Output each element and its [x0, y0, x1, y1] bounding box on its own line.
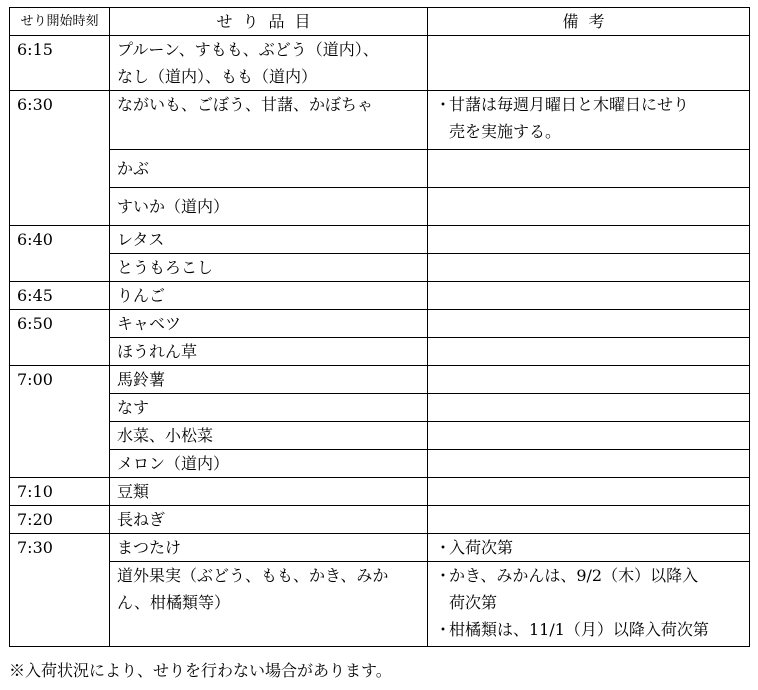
item-line: 道外果実（ぶどう、もも、かき、みか	[117, 566, 389, 585]
table-row	[10, 254, 750, 282]
bullet-mark: ・	[435, 566, 452, 585]
items-cell: レタス	[110, 226, 428, 254]
note-cell	[428, 562, 750, 647]
items-cell: とうもろこし	[110, 254, 428, 282]
note-cell	[428, 188, 750, 226]
header-auction-items: せり品目	[110, 8, 428, 36]
table-row	[10, 450, 750, 478]
items-cell: すいか（道内）	[110, 188, 428, 226]
note-cell	[428, 36, 750, 91]
note-line: 入荷次第	[449, 538, 514, 557]
note-cell	[428, 422, 750, 450]
table-row	[10, 478, 750, 506]
note-cell	[428, 254, 750, 282]
item-line: プルーン、すもも、ぶどう（道内）、	[117, 40, 379, 59]
items-cell: 豆類	[110, 478, 428, 506]
note-cell	[428, 282, 750, 310]
item-line: なし（道内）、もも（道内）	[117, 67, 318, 86]
bullet-mark: ・	[435, 538, 452, 557]
start-time-cell: 6:40	[10, 226, 110, 282]
footer-note: ※入荷状況により、せりを行わない場合があります。	[9, 661, 392, 680]
note-cell	[428, 150, 750, 188]
table-row	[10, 91, 750, 150]
bullet-mark: ・	[435, 95, 452, 114]
start-time-cell: 7:00	[10, 366, 110, 478]
note-cell	[428, 338, 750, 366]
items-cell	[110, 36, 428, 91]
table-row	[10, 282, 750, 310]
items-cell: なす	[110, 394, 428, 422]
items-cell: まつたけ	[110, 534, 428, 562]
auction-schedule-table	[9, 7, 750, 647]
note-line: 荷次第	[449, 593, 498, 612]
note-cell	[428, 366, 750, 394]
table-row	[10, 394, 750, 422]
header-start-time: せり開始時刻	[10, 8, 110, 36]
note-line: 売を実施する。	[449, 122, 562, 141]
header-notes: 備考	[428, 8, 750, 36]
table-row	[10, 422, 750, 450]
table-row	[10, 188, 750, 226]
start-time-cell: 7:30	[10, 534, 110, 647]
items-cell: 馬鈴薯	[110, 366, 428, 394]
note-cell	[428, 450, 750, 478]
table-row	[10, 338, 750, 366]
item-line: ん、柑橘類等）	[117, 593, 230, 612]
items-cell: ほうれん草	[110, 338, 428, 366]
note-cell	[428, 226, 750, 254]
table-row	[10, 150, 750, 188]
table-row	[10, 506, 750, 534]
note-line: かき、みかんは、9/2（木）以降入	[449, 566, 699, 585]
note-line: 柑橘類は、11/1（月）以降入荷次第	[449, 620, 709, 639]
start-time-cell: 6:50	[10, 310, 110, 366]
items-cell: 長ねぎ	[110, 506, 428, 534]
start-time-cell: 6:30	[10, 91, 110, 226]
items-cell: りんご	[110, 282, 428, 310]
table-header-row	[10, 8, 750, 36]
note-cell	[428, 394, 750, 422]
start-time-cell: 6:45	[10, 282, 110, 310]
note-cell	[428, 91, 750, 150]
items-cell	[110, 562, 428, 647]
items-cell: メロン（道内）	[110, 450, 428, 478]
start-time-cell: 7:10	[10, 478, 110, 506]
items-cell: かぶ	[110, 150, 428, 188]
table-row	[10, 366, 750, 394]
items-cell: キャベツ	[110, 310, 428, 338]
table-row	[10, 562, 750, 647]
table-row	[10, 534, 750, 562]
bullet-mark: ・	[435, 620, 452, 639]
items-cell: 水菜、小松菜	[110, 422, 428, 450]
start-time-cell: 6:15	[10, 36, 110, 91]
note-line: 甘藷は毎週月曜日と木曜日にせり	[449, 95, 690, 114]
start-time-cell: 7:20	[10, 506, 110, 534]
note-cell	[428, 478, 750, 506]
table-row	[10, 226, 750, 254]
items-cell: ながいも、ごぼう、甘藷、かぼちゃ	[110, 91, 428, 150]
note-cell	[428, 506, 750, 534]
note-cell	[428, 310, 750, 338]
table-row	[10, 310, 750, 338]
table-row	[10, 36, 750, 91]
note-cell	[428, 534, 750, 562]
